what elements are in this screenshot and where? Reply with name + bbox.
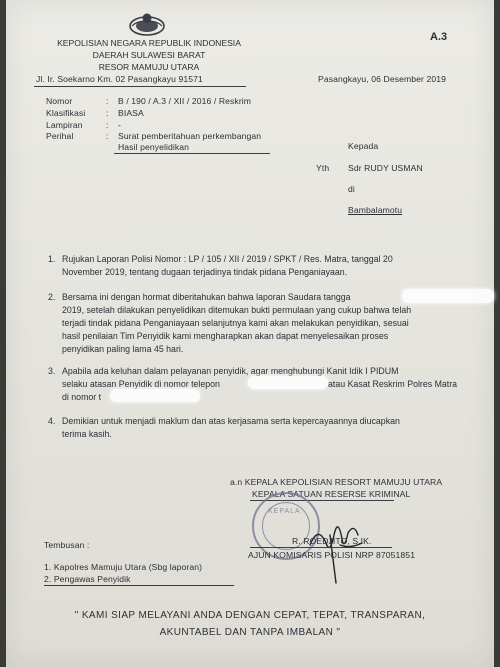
perihal-line-1: Surat pemberitahuan perkembangan xyxy=(118,131,262,141)
signature-title-2: KEPALA SATUAN RESERSE KRIMINAL xyxy=(252,489,411,499)
tembusan-item: 1. Kapolres Mamuju Utara (Sbg laporan) xyxy=(44,562,203,572)
redaction-mark xyxy=(248,376,328,389)
paragraph-2-line-1: Bersama ini dengan hormat diberitahukan bahwa laporan Saudara tangga xyxy=(62,292,351,302)
recipient-place: Bambalamotu xyxy=(348,205,403,215)
police-emblem-icon xyxy=(128,12,166,36)
paragraph-3-line-2b: atau Kasat Reskrim Polres Matra xyxy=(328,379,458,389)
tembusan-item: 2. Pengawas Penyidik xyxy=(44,574,131,584)
paragraph-number: 1. xyxy=(48,254,56,264)
signature-title-1: a.n KEPALA KEPOLISIAN RESORT MAMUJU UTARA xyxy=(230,477,443,487)
header-region: DAERAH SULAWESI BARAT xyxy=(92,50,206,60)
letter-page xyxy=(6,0,494,667)
klasifikasi-value: BIASA xyxy=(118,108,144,118)
perihal-label: Perihal xyxy=(46,131,74,141)
lampiran-label: Lampiran xyxy=(46,120,83,130)
header-institution: KEPOLISIAN NEGARA REPUBLIK INDONESIA xyxy=(57,38,241,48)
paragraph-1-line-2: November 2019, tentang dugaan terjadinya tindak pidana Penganiayaan. xyxy=(62,267,348,277)
place-date: Pasangkayu, 06 Desember 2019 xyxy=(318,74,446,84)
paragraph-number: 4. xyxy=(48,416,56,426)
paragraph-3-line-3: di nomor t xyxy=(62,392,102,402)
di-label: di xyxy=(348,184,355,194)
signatory-name: R. ROEDJITO, S.IK. xyxy=(292,536,372,546)
paragraph-2-line-5: penyidikan paling lama 45 hari. xyxy=(62,344,184,354)
header-address: Jl. Ir. Soekarno Km. 02 Pasangkayu 91571 xyxy=(36,74,203,84)
perihal-line-2: Hasil penyelidikan xyxy=(118,142,190,152)
tembusan-label: Tembusan : xyxy=(44,540,90,550)
paragraph-number: 2. xyxy=(48,292,56,302)
klasifikasi-label: Klasifikasi xyxy=(46,108,86,118)
redaction-mark xyxy=(110,389,200,402)
recipient-name: Sdr RUDY USMAN xyxy=(348,163,423,173)
form-code: A.3 xyxy=(430,31,448,43)
header-unit: RESOR MAMUJU UTARA xyxy=(98,62,200,72)
paragraph-2-line-4: hasil penilaian Tim Penyidik kami mengharapkan akan dapat menyelesaikan proses xyxy=(62,331,389,341)
lampiran-value: - xyxy=(118,120,121,130)
paragraph-number: 3. xyxy=(48,366,56,376)
paragraph-2-line-2: 2019, setelah dilakukan penyelidikan ditemukan bukti permulaan yang cukup bahwa telah xyxy=(62,305,412,315)
paragraph-1-line-1: Rujukan Laporan Polisi Nomor : LP / 105 / XII / 2019 / SPKT / Res. Matra, tanggal 20 xyxy=(62,254,393,264)
nomor-value: B / 190 / A.3 / XII / 2016 / Reskrim xyxy=(118,96,252,106)
tembusan-underline xyxy=(44,585,234,586)
paragraph-4-line-1: Demikian untuk menjadi maklum dan atas kerjasama serta kepercayaannya diucapkan xyxy=(62,416,400,426)
kepada-label: Kepada xyxy=(348,141,379,151)
colon: : xyxy=(106,108,109,118)
paragraph-2-line-3: terjadi tindak pidana Penganiayaan selanjutnya kami akan melakukan penyidikan, sesuai xyxy=(62,318,409,328)
signatory-rank: AJUN KOMISARIS POLISI NRP 87051851 xyxy=(248,550,416,560)
paragraph-3-line-1: Apabila ada keluhan dalam pelayanan penyidik, agar menghubungi Kanit Idik I PIDUM xyxy=(62,366,399,376)
colon: : xyxy=(106,131,109,141)
colon: : xyxy=(106,120,109,130)
colon: : xyxy=(106,96,109,106)
motto-line-1: " KAMI SIAP MELAYANI ANDA DENGAN CEPAT, TEPAT, TRANSPARAN, xyxy=(74,610,426,621)
perihal-underline xyxy=(114,153,270,154)
signatory-name-underline xyxy=(250,547,392,548)
motto-line-2: AKUNTABEL DAN TANPA IMBALAN " xyxy=(159,627,341,638)
stamp-text: KEPALA xyxy=(268,508,301,515)
paragraph-3-line-2a: selaku atasan Penyidik di nomor telepon xyxy=(62,379,220,389)
paragraph-4-line-2: terima kasih. xyxy=(62,429,112,439)
yth-label: Yth xyxy=(316,163,330,173)
redaction-mark xyxy=(402,289,494,303)
header-underline xyxy=(34,86,246,87)
nomor-label: Nomor xyxy=(46,96,73,106)
